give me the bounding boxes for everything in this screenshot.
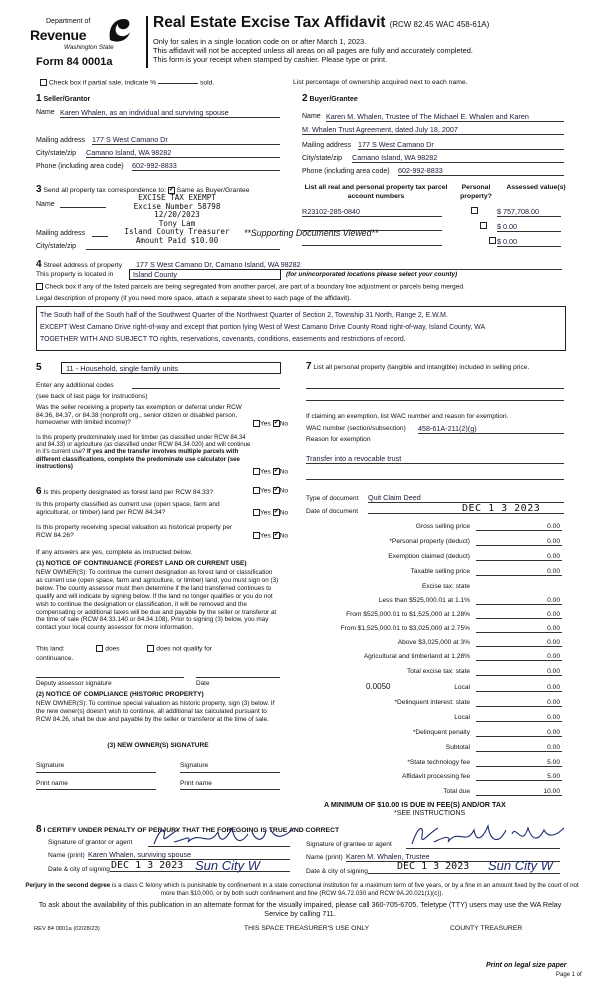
minimum-due-note: A MINIMUM OF $10.00 IS DUE IN FEE(S) AND/OR TAX (324, 800, 506, 809)
forest-yes-no: Yes ✓ No (253, 487, 288, 494)
personal-checkbox-3[interactable] (489, 237, 496, 244)
grantee-name-row: Name (print) Karen M. Whalen, Trustee (306, 854, 343, 861)
delinq-local-value[interactable]: 0.00 (476, 714, 562, 722)
timber-no-checkbox[interactable] (273, 468, 280, 475)
see-instructions: *SEE INSTRUCTIONS (394, 810, 466, 817)
owner-print-label-2: Print name (180, 780, 212, 787)
grantor-date-row: Date & city of signing (48, 866, 110, 873)
forest-no-checkbox[interactable] (273, 487, 280, 494)
historic-yes-checkbox[interactable] (253, 532, 260, 539)
county-treasurer: COUNTY TREASURER (450, 925, 523, 932)
historic-question: Is this property receiving special valuation as historical property per RCW 84.26? (36, 524, 233, 539)
grantor-name-row: Name (print) Karen Whalen, surviving spouse (48, 852, 85, 859)
tier4-row: Above $3,025,000 at 3% 0.00 (397, 639, 560, 646)
grantor-signature-scribble-icon (148, 822, 298, 852)
partial-sale-checkbox[interactable] (40, 79, 47, 86)
buyer-phone-field[interactable]: 602-992-8833 (398, 166, 564, 176)
owner-print-label-1: Print name (36, 780, 68, 787)
tier1-value[interactable]: 0.00 (476, 597, 562, 605)
form-title: Real Estate Excise Tax Affidavit (RCW 82.45 WAC 458-61A) (153, 14, 490, 31)
grantee-name-field[interactable]: Karen M. Whalen, Trustee (346, 852, 560, 862)
correspondence-row: 3 Send all property tax correspondence to: ✓ Same as Buyer/Grantee (36, 184, 250, 195)
buyer-city-field[interactable]: Camano Island, WA 98282 (352, 153, 564, 163)
taxable-row: Taxable selling price 0.00 (410, 568, 560, 575)
corr-city-row: City/state/zip (36, 243, 76, 250)
excise-exempt-stamp: EXCISE TAX EXEMPT Excise Number 58798 12/20/2023 Tony Lam Island County Treasurer Amount Paid $10.00 (124, 193, 230, 245)
local-row: 0.0050 Local 0.00 (366, 682, 560, 691)
parcel-list-heading: List all real and personal property tax parcel account numbers (304, 184, 448, 200)
buyer-name-row: Name Karen M. Whalen, Trustee of The Michael E. Whalen and Karen (302, 113, 564, 120)
tier2-row: From $525,000.01 to $1,525,000 at 1.28% 0.00 (346, 611, 560, 618)
corr-name-field[interactable] (60, 207, 106, 208)
deputy-label: Deputy assessor signature (36, 680, 112, 687)
additional-codes-row: Enter any additional codes (36, 382, 114, 389)
grantee-sig-row: Signature of grantee or agent (306, 841, 392, 848)
assessed-value-3[interactable]: $ 0.00 (497, 237, 561, 247)
deputy-signature-line[interactable] (36, 677, 184, 678)
dor-logo (30, 14, 142, 70)
delinq-local-row: Local 0.00 (454, 714, 560, 721)
buyer-name-field[interactable]: Karen M. Whalen, Trustee of The Michael E. Whalen and Karen (326, 112, 564, 122)
personal-value[interactable]: 0.00 (476, 538, 562, 546)
timber-question: Is this property predominately used for timber (as classified under RCW 84.34 and 84.33) or agriculture (as classified under RCW 84.34.020) and will continue in it's current use? If yes and the transfer involves multiple parcels with different classifications, complete the predominate use calculator (see instructions) (36, 434, 251, 470)
segregated-checkbox[interactable] (36, 283, 43, 290)
exemption-question: Was the seller receiving a property tax exemption or deferral under RCW 84.36, 84.37, or 84.38 (nonprofit org., senior citizen or disabled person, homeowner with limited income)? (36, 404, 242, 427)
seller-mail-row: Mailing address 177 S West Camano Dr (36, 137, 280, 144)
buyer-mail-field[interactable]: 177 S West Camano Dr (358, 140, 564, 150)
dept-line: Department of (46, 18, 91, 25)
personal-property-line-2[interactable] (306, 400, 564, 401)
county-select[interactable]: Island County (129, 269, 281, 280)
wac-field[interactable]: 458-61A-211(2)(g) (418, 424, 564, 434)
partial-pct-field[interactable] (158, 83, 198, 84)
owner-sig-label-2: Signature (180, 762, 209, 769)
gross-row: Gross selling price 0.00 (415, 523, 560, 530)
corr-mail-row: Mailing address (36, 230, 85, 237)
seller-city-field[interactable]: Camano Island, WA 98282 (86, 148, 280, 158)
tier3-row: From $1,525,000.01 to $3,025,000 at 2.75% 0.00 (340, 625, 560, 632)
buyer-name-field-2[interactable]: M. Whalen Trust Agreement, dated July 18, 2007 (302, 125, 564, 135)
exemption-no-checkbox[interactable] (273, 420, 280, 427)
partial-sale-row: Check box if partial sale, indicate % sold. (40, 79, 214, 86)
tech-fee-value[interactable]: 5.00 (476, 759, 562, 767)
corr-city-field[interactable] (86, 249, 280, 250)
segregated-row: Check box if any of the listed parcels are being segregated from another parcel, are part of a boundary line adjustment or parcels being merged. (36, 283, 465, 290)
seller-name-row: Name Karen Whalen, as an individual and surviving spouse (36, 109, 280, 116)
forest-yes-checkbox[interactable] (253, 487, 260, 494)
timber-yes-checkbox[interactable] (253, 468, 260, 475)
parcel-account-2[interactable] (302, 222, 442, 231)
owner-signature-line-2[interactable] (180, 772, 280, 773)
assessed-value-2[interactable]: $ 0.00 (497, 222, 561, 232)
current-use-yes-checkbox[interactable] (253, 509, 260, 516)
subtotal-value[interactable]: 0.00 (476, 744, 562, 752)
section5-number: 5 (36, 362, 42, 373)
personal-property-row: 7 List all personal property (tangible and intangible) included in selling price. (306, 361, 530, 372)
total-due-row: Total due 10.00 (443, 788, 560, 795)
alternate-format-notice: To ask about the availability of this publication in an alternate format for the visually impaired, please call 360-705-6705. Teletype (TTY) users may use the WA Relay Service by calling 711. (38, 900, 562, 918)
land-use-code-select[interactable]: 11 - Household, single family units (61, 362, 281, 374)
proc-fee-value[interactable]: 5.00 (476, 773, 562, 781)
timber-yes-no: Yes ✓ No (253, 468, 288, 475)
total-due-value[interactable]: 10.00 (476, 788, 562, 796)
doc-date-stamp: DEC 1 3 2023 (462, 503, 541, 514)
revenue-swirl-icon (106, 16, 132, 44)
grantee-city-handwritten: Sun City W (488, 858, 554, 873)
total-state-value[interactable]: 0.00 (476, 668, 562, 676)
grantor-sig-row: Signature of grantor or agent (48, 839, 133, 846)
seller-phone-field[interactable]: 602-992-8833 (132, 161, 280, 171)
delinq-state-value[interactable]: 0.00 (476, 699, 562, 707)
delinq-state-row: *Delinquent interest: state 0.00 (394, 699, 560, 706)
reason-label: Reason for exemption (306, 436, 371, 443)
seller-mail-field[interactable]: 177 S West Camano Dr (92, 135, 280, 145)
supporting-docs-stamp: **Supporting Documents Viewed** (244, 228, 379, 238)
current-use-no-checkbox[interactable] (273, 509, 280, 516)
state-head-row: Excise tax: state (421, 583, 470, 590)
seller-city-row: City/state/zip Camano Island, WA 98282 (36, 150, 280, 157)
tech-fee-row: *State technology fee 5.00 (407, 759, 560, 766)
legal-paper-note: Print on legal size paper (486, 962, 567, 969)
exemption-row: Exemption claimed (deduct) 0.00 (388, 553, 560, 560)
owner-print-line-1[interactable] (36, 789, 156, 790)
personal-checkbox-1[interactable] (471, 207, 478, 214)
personal-checkbox-2[interactable] (480, 222, 487, 229)
reason-field[interactable]: Transfer into a revocable trust (306, 454, 564, 464)
grantee-signature-scribble-icon (408, 820, 568, 852)
exemption-yes-checkbox[interactable] (253, 420, 260, 427)
taxable-value[interactable]: 0.00 (476, 568, 562, 576)
historic-yes-no: Yes ✓ No (253, 532, 288, 539)
current-use-question: Is this property classified as current use (open space, farm and agricultural, or timber) land per RCW 84.34? (36, 501, 220, 516)
gross-value[interactable]: 0.00 (476, 523, 562, 531)
parcel-account-1[interactable]: R23102-285-0840 (302, 207, 442, 217)
personal-row: *Personal property (deduct) 0.00 (389, 538, 560, 545)
grantee-date-field[interactable] (368, 873, 560, 874)
header-sub1: Only for sales in a single location code on or after March 1, 2023. (153, 37, 367, 46)
owner-print-line-2[interactable] (180, 789, 280, 790)
local-rate: 0.0050 (366, 682, 391, 691)
see-back: (see back of last page for instructions) (36, 393, 148, 400)
seller-phone-row: Phone (including area code) 602-992-8833 (36, 163, 280, 170)
reason-line-2[interactable] (306, 479, 564, 480)
parcel-account-3[interactable] (302, 237, 442, 246)
owner-signature-line-1[interactable] (36, 772, 156, 773)
perjury-notice: Perjury in the second degree is a class C felony which is punishable by confinement in a state correctional institution for a maximum term of five years, or by a fine in an amount fixed by the court of not more than $10,000, or by both such confinement and fine (RCW 9A.72.030 and RCW 9A.20.021(1)(c)). (25, 882, 579, 897)
ag-row: Agricultural and timberland at 1.28% 0.00 (363, 653, 560, 660)
notice-continuance-heading: (1) NOTICE OF CONTINUANCE (FOREST LAND OR CURRENT USE) (36, 560, 247, 567)
new-owner-signature-heading: (3) NEW OWNER(S) SIGNATURE (107, 742, 209, 749)
certify-statement: 8 I CERTIFY UNDER PENALTY OF PERJURY THAT THE FOREGOING IS TRUE AND CORRECT (36, 824, 340, 835)
tier4-value[interactable]: 0.00 (476, 639, 562, 647)
page-number: Page 1 of (556, 972, 582, 978)
street-row: 4 Street address of property 177 S West Camano Dr, Camano Island, WA 98282 (36, 259, 122, 270)
tier1-row: Less than $525,000.01 at 1.1% 0.00 (378, 597, 560, 604)
header-sub2: This affidavit will not be accepted unless all areas on all pages are fully and accurately completed. (153, 46, 473, 55)
delinq-penalty-row: *Delinquent penalty 0.00 (412, 729, 560, 736)
deputy-date-label: Date (196, 680, 210, 687)
proc-fee-row: Affidavit processing fee 5.00 (401, 773, 560, 780)
buyer-phone-row: Phone (including area code) 602-992-8833 (302, 168, 564, 175)
tier2-value[interactable]: 0.00 (476, 611, 562, 619)
doc-date-row: Date of document (306, 508, 358, 515)
legal-description-box[interactable]: The South half of the South half of the Southwest Quarter of the Northwest Quarter of Section 2, Township 31 North, Range 2, E.W.M. EXCEPT West Camano Drive right-of-way and except that portion lying West of West Camano Drive County Road right-of-way, Island County, WA TOGETHER WITH AND SUBJECT TO rights, reservations, covenants, conditions, easements and restrictions of record. (36, 306, 566, 351)
personal-property-line-1[interactable] (306, 388, 564, 389)
wac-row: WAC number (section/subsection) 458-61A-211(2)(g) (306, 425, 406, 432)
notice-compliance-text: NEW OWNER(S): To continue special valuation as historic property, sign (3) below. If the new owner(s) doesn't wish to continue, all additional tax calculated pursuant to RCW 84.26, shall be due and payable by the seller or transferor at the time of sale. (36, 700, 275, 723)
grantor-date-stamp: DEC 1 3 2023 (111, 860, 184, 871)
this-land-row: This land: does does not qualify for (36, 645, 212, 653)
notice-compliance-heading: (2) NOTICE OF COMPLIANCE (HISTORIC PROPERTY) (36, 691, 204, 698)
doc-type-row: Type of document Quit Claim Deed (306, 495, 358, 502)
grantee-date-stamp: DEC 1 3 2023 (397, 861, 470, 872)
personal-heading: Personal property? (460, 184, 492, 200)
continuance-word: continuance. (36, 655, 74, 662)
current-use-yes-no: Yes ✓ No (253, 509, 288, 516)
owner-sig-label-1: Signature (36, 762, 65, 769)
corr-name-row: Name (36, 201, 55, 208)
street-field[interactable]: 177 S West Camano Dr, Camano Island, WA 98282 (136, 260, 562, 270)
header-sub3: This form is your receipt when stamped by cashier. Please type or print. (153, 55, 388, 64)
total-state-row: Total excise tax: state 0.00 (406, 668, 560, 675)
buyer-mail-row: Mailing address 177 S West Camano Dr (302, 142, 564, 149)
notice-continuance-text: NEW OWNER(S): To continue the current designation as forest land or classification as current use (open space, farm and agriculture, or timber) land, you must sign on (3) below. The county assessor must then determine if the land transferred continues to qualify and will indicate by signing below. If the land no longer qualifies or you do not wish to continue the designation or classification, it will be removed and the compensating or additional taxes will be due and payable by the seller or transferor at the time of sale (RCW 84.33.140 or 84.34.108). Prior to signing (3) below, you may contact your local county assessor for more information. (36, 569, 279, 632)
claim-exemption: If claiming an exemption, list WAC number and reason for exemption. (306, 413, 509, 420)
doc-type-field[interactable]: Quit Claim Deed (368, 493, 564, 503)
buyer-city-row: City/state/zip Camano Island, WA 98282 (302, 155, 564, 162)
assessed-heading: Assessed value(s) (506, 184, 566, 191)
additional-codes-field[interactable] (132, 388, 280, 389)
does-checkbox[interactable] (96, 645, 103, 652)
pct-note: List percentage of ownership acquired next to each name. (293, 79, 468, 86)
exemption-value[interactable]: 0.00 (476, 553, 562, 561)
revenue-wordmark: Revenue (30, 27, 87, 43)
located-note: (for unincorporated locations please select your county) (286, 271, 458, 278)
tier3-value[interactable]: 0.00 (476, 625, 562, 633)
state-line: Washington State (64, 44, 114, 51)
grantor-name-field[interactable]: Karen Whalen, surviving spouse (88, 850, 290, 860)
subtotal-row: Subtotal 0.00 (445, 744, 560, 751)
located-row: This property is located in (36, 271, 114, 278)
exemption-yes-no: Yes ✓ No (253, 420, 288, 427)
deputy-date-line[interactable] (196, 677, 280, 678)
header-divider (146, 16, 148, 68)
if-any-yes: If any answers are yes, complete as instructed below. (36, 549, 193, 556)
buyer-heading: 2 Buyer/Grantee (302, 93, 358, 104)
treasurer-use: THIS SPACE TREASURER'S USE ONLY (244, 925, 370, 932)
assessed-value-1[interactable]: $ 757,708.00 (497, 207, 561, 217)
historic-no-checkbox[interactable] (273, 532, 280, 539)
rev-number: REV 84 0001a (02/28/23) (34, 926, 100, 932)
grantee-date-row: Date & city of signing (306, 868, 368, 875)
ag-value[interactable]: 0.00 (476, 653, 562, 661)
seller-heading: 1 Seller/Grantor (36, 93, 91, 104)
grantor-city-handwritten: Sun City W (195, 858, 261, 873)
forest-question: 6 Is this property designated as forest land per RCW 84.33? (36, 486, 214, 497)
local-value[interactable]: 0.00 (476, 684, 562, 692)
legal-label: Legal description of property (if you need more space, attach a separate sheet to each page of the affidavit). (36, 295, 352, 302)
form-number: Form 84 0001a (36, 56, 113, 68)
seller-name-field[interactable]: Karen Whalen, as an individual and surviving spouse (60, 108, 280, 118)
does-not-checkbox[interactable] (147, 645, 154, 652)
delinq-penalty-value[interactable]: 0.00 (476, 729, 562, 737)
